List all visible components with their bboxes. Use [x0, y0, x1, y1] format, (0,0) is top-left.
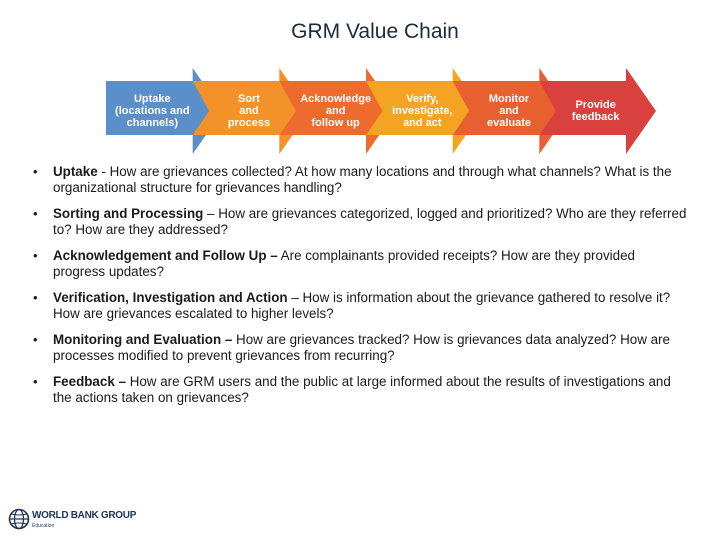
logo-subtitle: Education	[32, 523, 55, 529]
chain-step-label: Provide feedback	[571, 99, 620, 123]
bullet-item	[30, 374, 690, 406]
bullet-separator: –	[203, 206, 219, 221]
bullet-item	[30, 290, 690, 322]
bullet-term: Feedback –	[53, 374, 126, 389]
chain-step-label: Sort and process	[227, 93, 271, 129]
bullet-text: How is information about the grievance gathered to resolve it? How are grievances escalated to higher levels?	[53, 290, 671, 321]
bullet-text: How are GRM users and the public at large informed about the results of investigations and the actions taken on grievances?	[53, 374, 671, 405]
bullet-item	[30, 248, 690, 280]
bullet-item	[30, 332, 690, 364]
page-title: GRM Value Chain	[291, 20, 459, 43]
bullet-text: Are complainants provided receipts? How are they provided progress updates?	[53, 248, 635, 279]
chain-step-label: Acknowledge and follow up	[300, 93, 372, 129]
bullet-dot: •	[33, 248, 38, 263]
bullet-dot: •	[33, 164, 38, 179]
bullet-dot: •	[33, 290, 38, 305]
bullet-term: Verification, Investigation and Action	[53, 290, 288, 305]
bullet-term: Acknowledgement and Follow Up –	[53, 248, 278, 263]
bullet-term: Sorting and Processing	[53, 206, 204, 221]
bullet-separator: –	[287, 290, 303, 305]
chain-step-label: Verify, investigate, and act	[392, 93, 453, 129]
chain-step-label: Uptake (locations and channels)	[115, 93, 190, 129]
bullet-item	[30, 164, 690, 196]
globe-icon	[8, 505, 30, 533]
bullet-list	[30, 164, 690, 416]
bullet-term: Monitoring and Evaluation –	[53, 332, 233, 347]
bullet-text: How are grievances tracked? How is grievances data analyzed? How are processes modified to prevent grievances from recurring?	[53, 332, 670, 363]
bullet-dot: •	[33, 374, 38, 389]
bullet-dot: •	[33, 332, 38, 347]
bullet-item	[30, 206, 690, 238]
bullet-term: Uptake	[53, 164, 98, 179]
logo-name: WORLD BANK GROUP	[32, 510, 137, 521]
bullet-text: How are grievances categorized, logged and prioritized? Who are they referred to? How are they addressed?	[53, 206, 687, 237]
bullet-separator: -	[97, 164, 110, 179]
value-chain-diagram	[106, 68, 656, 154]
bullet-text: How are grievances collected? At how many locations and through what channels? What is the organizational structure for grievances handling?	[53, 164, 672, 195]
chain-step-label: Monitor and evaluate	[486, 93, 531, 129]
world-bank-logo	[8, 505, 138, 535]
bullet-dot: •	[33, 206, 38, 221]
